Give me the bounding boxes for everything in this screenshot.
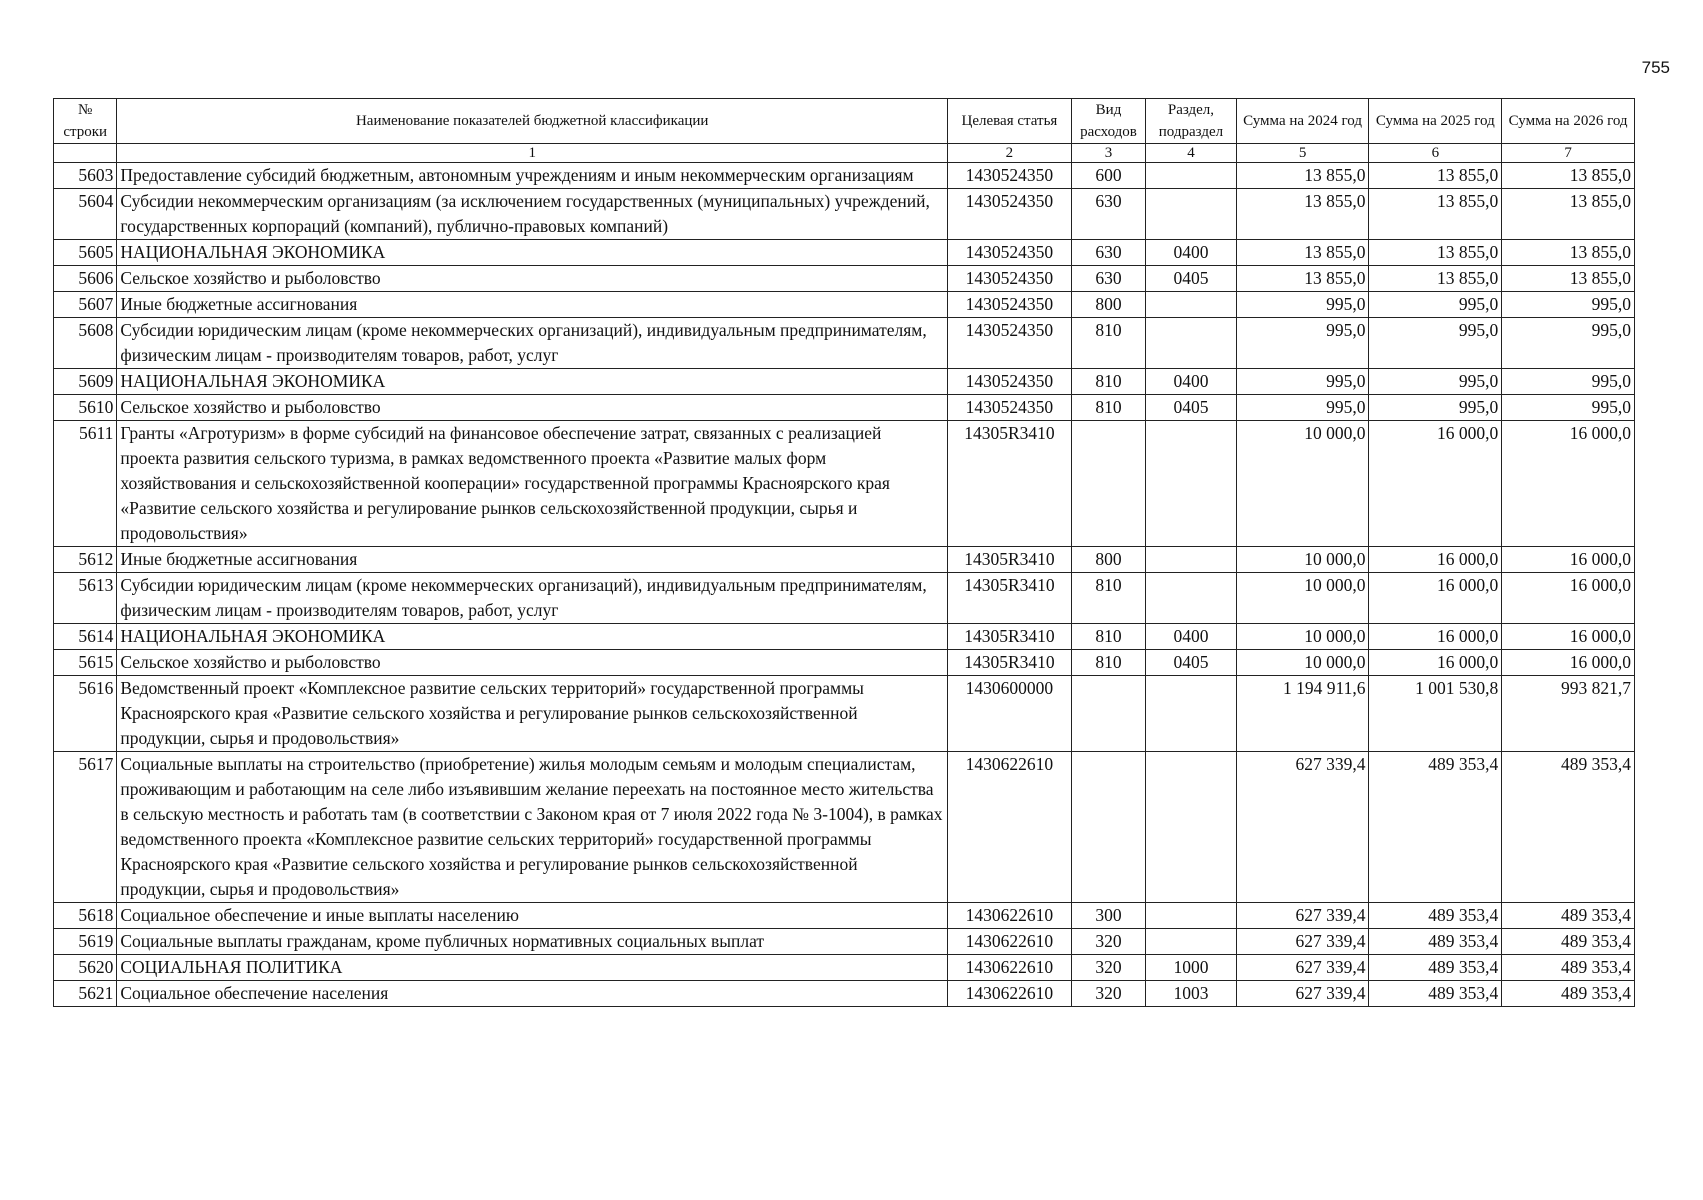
row-name-cell: Социальное обеспечение и иные выплаты населению <box>117 903 948 929</box>
row-name-cell: Иные бюджетные ассигнования <box>117 292 948 318</box>
row-number-cell: 5615 <box>54 650 117 676</box>
row-name-cell: Социальное обеспечение населения <box>117 981 948 1007</box>
target-article-cell: 14305R3410 <box>948 547 1072 573</box>
sum-2026-cell: 13 855,0 <box>1502 189 1635 240</box>
row-name-cell: Предоставление субсидий бюджетным, автономным учреждениям и иным некоммерческим организациям <box>117 163 948 189</box>
header-sum-2024: Сумма на 2024 год <box>1236 99 1369 144</box>
row-number-cell: 5606 <box>54 266 117 292</box>
table-row <box>54 421 1635 547</box>
sum-2024-cell: 627 339,4 <box>1236 903 1369 929</box>
table-row <box>54 369 1635 395</box>
section-cell <box>1146 676 1237 752</box>
row-name-cell: Социальные выплаты гражданам, кроме публичных нормативных социальных выплат <box>117 929 948 955</box>
expense-kind-cell: 320 <box>1071 955 1145 981</box>
row-number-cell: 5607 <box>54 292 117 318</box>
sum-2025-cell: 489 353,4 <box>1369 955 1502 981</box>
header-row <box>54 99 1635 144</box>
table-row <box>54 624 1635 650</box>
sum-2026-cell: 995,0 <box>1502 292 1635 318</box>
sum-2025-cell: 13 855,0 <box>1369 189 1502 240</box>
table-row <box>54 292 1635 318</box>
budget-table <box>53 98 1635 1007</box>
row-name-cell: Субсидии юридическим лицам (кроме некоммерческих организаций), индивидуальным предпринимателям, физическим лицам - производителям товаров, работ, услуг <box>117 573 948 624</box>
sum-2025-cell: 16 000,0 <box>1369 650 1502 676</box>
row-name-cell: Субсидии юридическим лицам (кроме некоммерческих организаций), индивидуальным предпринимателям, физическим лицам - производителям товаров, работ, услуг <box>117 318 948 369</box>
section-cell: 0400 <box>1146 369 1237 395</box>
row-name-cell: Субсидии некоммерческим организациям (за исключением государственных (муниципальных) учреждений, государственных корпораций (компаний), публично-правовых компаний) <box>117 189 948 240</box>
row-name-cell: НАЦИОНАЛЬНАЯ ЭКОНОМИКА <box>117 240 948 266</box>
sum-2025-cell: 489 353,4 <box>1369 981 1502 1007</box>
row-name-cell: НАЦИОНАЛЬНАЯ ЭКОНОМИКА <box>117 624 948 650</box>
row-name-cell: Социальные выплаты на строительство (приобретение) жилья молодым семьям и молодым специалистам, проживающим и работающим на селе либо изъявившим желание переехать на постоянное место жительства в сельскую местность и работать там (в соответствии с Законом края от 7 июля 2022 года № 3-1004), в рамках ведомственного проекта «Комплексное развитие сельских территорий» государственной программы Красноярского края «Развитие сельского хозяйства и регулирование рынков сельскохозяйственной продукции, сырья и продовольствия» <box>117 752 948 903</box>
expense-kind-cell: 810 <box>1071 318 1145 369</box>
table-row <box>54 573 1635 624</box>
sum-2024-cell: 1 194 911,6 <box>1236 676 1369 752</box>
row-number-cell: 5618 <box>54 903 117 929</box>
expense-kind-cell <box>1071 421 1145 547</box>
column-index-cell: 2 <box>948 144 1072 163</box>
target-article-cell: 1430622610 <box>948 929 1072 955</box>
target-article-cell: 14305R3410 <box>948 573 1072 624</box>
row-name-cell: Иные бюджетные ассигнования <box>117 547 948 573</box>
column-index-cell: 5 <box>1236 144 1369 163</box>
sum-2026-cell: 13 855,0 <box>1502 266 1635 292</box>
target-article-cell: 14305R3410 <box>948 421 1072 547</box>
table-row <box>54 266 1635 292</box>
sum-2026-cell: 995,0 <box>1502 369 1635 395</box>
header-sum-2026: Сумма на 2026 год <box>1502 99 1635 144</box>
sum-2025-cell: 995,0 <box>1369 395 1502 421</box>
sum-2024-cell: 627 339,4 <box>1236 955 1369 981</box>
row-number-cell: 5617 <box>54 752 117 903</box>
target-article-cell: 1430524350 <box>948 189 1072 240</box>
table-row <box>54 752 1635 903</box>
expense-kind-cell: 600 <box>1071 163 1145 189</box>
table-row <box>54 981 1635 1007</box>
target-article-cell: 1430524350 <box>948 369 1072 395</box>
sum-2025-cell: 16 000,0 <box>1369 421 1502 547</box>
row-number-cell: 5608 <box>54 318 117 369</box>
sum-2024-cell: 10 000,0 <box>1236 650 1369 676</box>
row-name-cell: Сельское хозяйство и рыболовство <box>117 395 948 421</box>
sum-2025-cell: 1 001 530,8 <box>1369 676 1502 752</box>
table-row <box>54 163 1635 189</box>
expense-kind-cell: 300 <box>1071 903 1145 929</box>
row-number-cell: 5611 <box>54 421 117 547</box>
row-name-cell: Гранты «Агротуризм» в форме субсидий на финансовое обеспечение затрат, связанных с реализацией проекта развития сельского туризма, в рамках ведомственного проекта «Развитие малых форм хозяйствования и сельскохозяйственной кооперации» государственной программы Красноярского края «Развитие сельского хозяйства и регулирование рынков сельскохозяйственной продукции, сырья и продовольствия» <box>117 421 948 547</box>
row-name-cell: Сельское хозяйство и рыболовство <box>117 650 948 676</box>
target-article-cell: 1430524350 <box>948 318 1072 369</box>
expense-kind-cell: 810 <box>1071 624 1145 650</box>
sum-2025-cell: 995,0 <box>1369 292 1502 318</box>
sum-2025-cell: 16 000,0 <box>1369 573 1502 624</box>
sum-2026-cell: 995,0 <box>1502 395 1635 421</box>
header-target: Целевая статья <box>948 99 1072 144</box>
row-number-cell: 5603 <box>54 163 117 189</box>
sum-2025-cell: 13 855,0 <box>1369 266 1502 292</box>
sum-2026-cell: 16 000,0 <box>1502 573 1635 624</box>
target-article-cell: 1430524350 <box>948 240 1072 266</box>
section-cell: 0405 <box>1146 650 1237 676</box>
column-index-cell: 4 <box>1146 144 1237 163</box>
expense-kind-cell <box>1071 752 1145 903</box>
column-index-cell: 6 <box>1369 144 1502 163</box>
table-row <box>54 650 1635 676</box>
sum-2025-cell: 13 855,0 <box>1369 240 1502 266</box>
sum-2024-cell: 10 000,0 <box>1236 547 1369 573</box>
row-number-cell: 5609 <box>54 369 117 395</box>
sum-2026-cell: 993 821,7 <box>1502 676 1635 752</box>
header-kind: Вид расходов <box>1071 99 1145 144</box>
table-row <box>54 903 1635 929</box>
expense-kind-cell: 800 <box>1071 547 1145 573</box>
sum-2024-cell: 995,0 <box>1236 318 1369 369</box>
row-number-cell: 5614 <box>54 624 117 650</box>
section-cell <box>1146 903 1237 929</box>
header-sum-2025: Сумма на 2025 год <box>1369 99 1502 144</box>
sum-2026-cell: 489 353,4 <box>1502 981 1635 1007</box>
sum-2024-cell: 995,0 <box>1236 369 1369 395</box>
sum-2024-cell: 627 339,4 <box>1236 929 1369 955</box>
sum-2026-cell: 16 000,0 <box>1502 650 1635 676</box>
table-body <box>54 163 1635 1007</box>
expense-kind-cell: 800 <box>1071 292 1145 318</box>
target-article-cell: 1430524350 <box>948 163 1072 189</box>
row-number-cell: 5621 <box>54 981 117 1007</box>
sum-2025-cell: 16 000,0 <box>1369 547 1502 573</box>
sum-2025-cell: 489 353,4 <box>1369 752 1502 903</box>
target-article-cell: 1430622610 <box>948 955 1072 981</box>
target-article-cell: 1430622610 <box>948 752 1072 903</box>
table-row <box>54 240 1635 266</box>
header-section: Раздел, подраздел <box>1146 99 1237 144</box>
column-index-row <box>54 144 1635 163</box>
section-cell: 0400 <box>1146 624 1237 650</box>
target-article-cell: 1430622610 <box>948 903 1072 929</box>
target-article-cell: 1430622610 <box>948 981 1072 1007</box>
section-cell: 1003 <box>1146 981 1237 1007</box>
expense-kind-cell: 320 <box>1071 981 1145 1007</box>
sum-2024-cell: 13 855,0 <box>1236 163 1369 189</box>
row-name-cell: НАЦИОНАЛЬНАЯ ЭКОНОМИКА <box>117 369 948 395</box>
page-number: 755 <box>1641 58 1670 77</box>
row-name-cell: СОЦИАЛЬНАЯ ПОЛИТИКА <box>117 955 948 981</box>
target-article-cell: 1430600000 <box>948 676 1072 752</box>
header-row-no: № строки <box>54 99 117 144</box>
section-cell <box>1146 547 1237 573</box>
section-cell: 0400 <box>1146 240 1237 266</box>
table-row <box>54 955 1635 981</box>
sum-2025-cell: 16 000,0 <box>1369 624 1502 650</box>
table-row <box>54 395 1635 421</box>
sum-2026-cell: 16 000,0 <box>1502 547 1635 573</box>
section-cell: 0405 <box>1146 266 1237 292</box>
sum-2025-cell: 13 855,0 <box>1369 163 1502 189</box>
sum-2026-cell: 489 353,4 <box>1502 955 1635 981</box>
sum-2026-cell: 13 855,0 <box>1502 240 1635 266</box>
sum-2026-cell: 489 353,4 <box>1502 929 1635 955</box>
section-cell <box>1146 163 1237 189</box>
expense-kind-cell: 810 <box>1071 573 1145 624</box>
sum-2024-cell: 10 000,0 <box>1236 573 1369 624</box>
sum-2024-cell: 995,0 <box>1236 395 1369 421</box>
section-cell <box>1146 573 1237 624</box>
section-cell <box>1146 929 1237 955</box>
expense-kind-cell: 320 <box>1071 929 1145 955</box>
table-row <box>54 318 1635 369</box>
sum-2026-cell: 16 000,0 <box>1502 421 1635 547</box>
sum-2026-cell: 489 353,4 <box>1502 752 1635 903</box>
expense-kind-cell: 810 <box>1071 369 1145 395</box>
sum-2024-cell: 10 000,0 <box>1236 624 1369 650</box>
sum-2024-cell: 13 855,0 <box>1236 266 1369 292</box>
column-index-cell: 1 <box>117 144 948 163</box>
column-index-cell: 7 <box>1502 144 1635 163</box>
row-number-cell: 5616 <box>54 676 117 752</box>
section-cell <box>1146 292 1237 318</box>
sum-2024-cell: 627 339,4 <box>1236 981 1369 1007</box>
section-cell: 0405 <box>1146 395 1237 421</box>
sum-2024-cell: 13 855,0 <box>1236 189 1369 240</box>
sum-2024-cell: 627 339,4 <box>1236 752 1369 903</box>
row-number-cell: 5619 <box>54 929 117 955</box>
row-number-cell: 5612 <box>54 547 117 573</box>
section-cell <box>1146 189 1237 240</box>
target-article-cell: 14305R3410 <box>948 650 1072 676</box>
column-index-blank <box>54 144 117 163</box>
table-row <box>54 547 1635 573</box>
table-row <box>54 676 1635 752</box>
row-number-cell: 5604 <box>54 189 117 240</box>
section-cell <box>1146 318 1237 369</box>
expense-kind-cell: 630 <box>1071 189 1145 240</box>
row-number-cell: 5620 <box>54 955 117 981</box>
section-cell <box>1146 752 1237 903</box>
row-number-cell: 5610 <box>54 395 117 421</box>
row-name-cell: Ведомственный проект «Комплексное развитие сельских территорий» государственной программы Красноярского края «Развитие сельского хозяйства и регулирование рынков сельскохозяйственной продукции, сырья и продовольствия» <box>117 676 948 752</box>
sum-2024-cell: 13 855,0 <box>1236 240 1369 266</box>
expense-kind-cell: 810 <box>1071 650 1145 676</box>
row-number-cell: 5605 <box>54 240 117 266</box>
target-article-cell: 14305R3410 <box>948 624 1072 650</box>
sum-2025-cell: 995,0 <box>1369 369 1502 395</box>
row-number-cell: 5613 <box>54 573 117 624</box>
expense-kind-cell <box>1071 676 1145 752</box>
target-article-cell: 1430524350 <box>948 266 1072 292</box>
expense-kind-cell: 810 <box>1071 395 1145 421</box>
sum-2025-cell: 489 353,4 <box>1369 929 1502 955</box>
expense-kind-cell: 630 <box>1071 266 1145 292</box>
target-article-cell: 1430524350 <box>948 292 1072 318</box>
sum-2026-cell: 489 353,4 <box>1502 903 1635 929</box>
sum-2025-cell: 489 353,4 <box>1369 903 1502 929</box>
sum-2025-cell: 995,0 <box>1369 318 1502 369</box>
sum-2026-cell: 13 855,0 <box>1502 163 1635 189</box>
table-row <box>54 929 1635 955</box>
column-index-cell: 3 <box>1071 144 1145 163</box>
row-name-cell: Сельское хозяйство и рыболовство <box>117 266 948 292</box>
section-cell: 1000 <box>1146 955 1237 981</box>
sum-2024-cell: 10 000,0 <box>1236 421 1369 547</box>
sum-2024-cell: 995,0 <box>1236 292 1369 318</box>
section-cell <box>1146 421 1237 547</box>
expense-kind-cell: 630 <box>1071 240 1145 266</box>
sum-2026-cell: 16 000,0 <box>1502 624 1635 650</box>
target-article-cell: 1430524350 <box>948 395 1072 421</box>
sum-2026-cell: 995,0 <box>1502 318 1635 369</box>
header-name: Наименование показателей бюджетной классификации <box>117 99 948 144</box>
table-row <box>54 189 1635 240</box>
